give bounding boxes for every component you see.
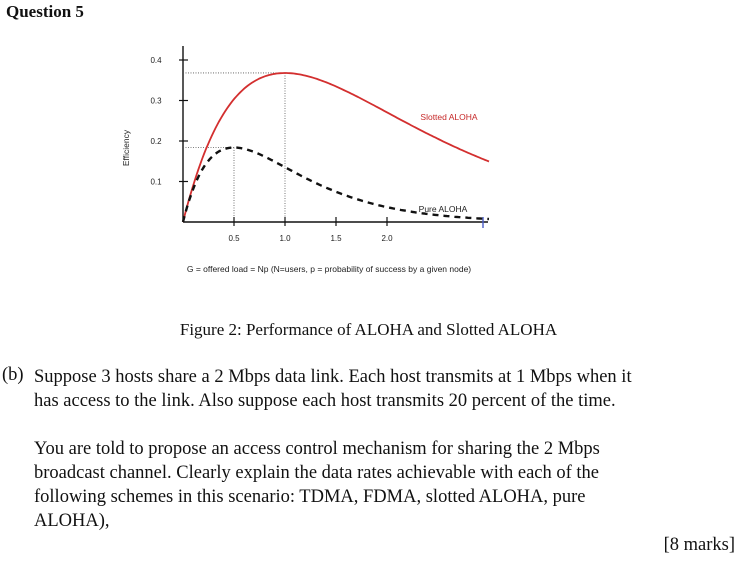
chart-ticks [150,56,393,243]
x-tick-label-0.5: 0.5 [228,234,240,243]
x-tick-label-1: 1.0 [279,234,291,243]
y-tick-label-0.2: 0.2 [150,137,162,146]
y-tick-label-0.4: 0.4 [150,56,162,65]
question-paragraph-1: Suppose 3 hosts share a 2 Mbps data link. Each host transmits at 1 Mbps when it has access to the link. Also suppose each host transmits 20 percent of the time. [34,367,632,411]
figure-caption: Figure 2: Performance of ALOHA and Slotted ALOHA [179,320,558,339]
legend-pure-aloha: Pure ALOHA [418,204,468,214]
question-heading: Question 5 [6,2,84,21]
chart-guide-lines [183,73,285,222]
y-axis-label: Efficiency [121,129,131,167]
x-tick-label-2: 2.0 [381,234,393,243]
question-paragraph-2: You are told to propose an access control mechanism for sharing the 2 Mbps broadcast channel. Clearly explain the data rates achievable with each of the following schemes in this scenario: TDMA, FDMA, slotted ALOHA, pure ALOHA), [34,439,600,531]
part-label: (b) [2,365,24,385]
y-tick-label-0.3: 0.3 [150,96,162,106]
y-tick-label-0.1: 0.1 [150,177,162,187]
x-tick-label-1.5: 1.5 [330,234,342,243]
x-axis-label: G = offered load = Np (N=users, p = probability of success by a given node) [186,264,472,274]
marks-label: [8 marks] [663,535,735,555]
legend-slotted-aloha: Slotted ALOHA [420,112,478,122]
chart-labels [121,112,478,274]
chart-curves [183,73,489,222]
